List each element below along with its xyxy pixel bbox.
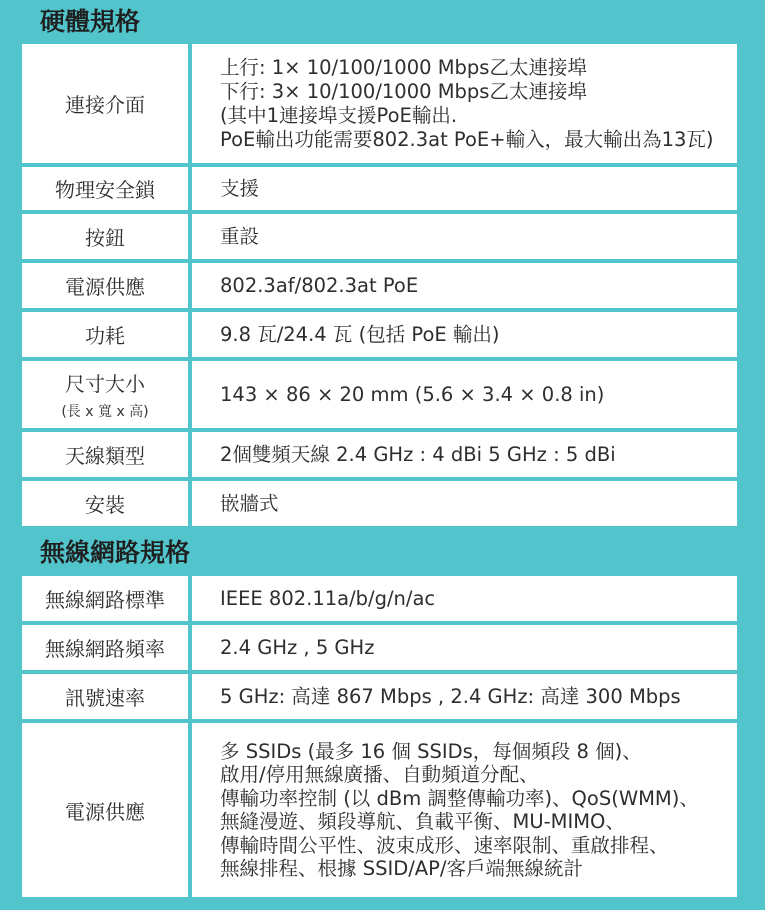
row-label: 功耗 [22, 312, 188, 357]
hardware-row-dimensions [22, 361, 737, 428]
row-value: 143 × 86 × 20 mm (5.6 × 3.4 × 0.8 in) [192, 361, 737, 428]
hardware-row-button [22, 214, 737, 259]
row-value: 802.3af/802.3at PoE [192, 263, 737, 308]
wireless-section-title: 無線網路規格 [40, 538, 191, 567]
row-label: 無線網路標準 [22, 576, 188, 621]
wireless-row-standard [22, 576, 737, 621]
wireless-row-signal-rate [22, 674, 737, 719]
row-value: 2.4 GHz , 5 GHz [192, 625, 737, 670]
row-label: 無線網路頻率 [22, 625, 188, 670]
hardware-row-security-lock [22, 167, 737, 210]
wireless-row-frequency [22, 625, 737, 670]
row-value: 重設 [192, 214, 737, 259]
row-value: 支援 [192, 167, 737, 210]
row-label: 物理安全鎖 [22, 167, 188, 210]
row-value: 9.8 瓦/24.4 瓦 (包括 PoE 輸出) [192, 312, 737, 357]
row-label: 電源供應 [22, 263, 188, 308]
row-value: 嵌牆式 [192, 481, 737, 526]
hardware-row-power-consumption [22, 312, 737, 357]
wireless-row-features [22, 723, 737, 897]
row-label: 天線類型 [22, 432, 188, 477]
row-label: 訊號速率 [22, 674, 188, 719]
row-value: 2個雙頻天線 2.4 GHz : 4 dBi 5 GHz : 5 dBi [192, 432, 737, 477]
row-value: 上行: 1× 10/100/1000 Mbps乙太連接埠 下行: 3× 10/100/1000 Mbps乙太連接埠 (其中1連接埠支援PoE輸出. PoE輸出功能需要802.3at PoE+輸入，最大輸出為13瓦) [192, 44, 737, 163]
row-value: 多 SSIDs (最多 16 個 SSIDs，每個頻段 8 個)、 啟用/停用無線廣播、自動頻道分配、 傳輸功率控制 (以 dBm 調整傳輸功率)、QoS(WMM)、 無縫漫遊、頻段導航、負載平衡、MU-MIMO、 傳輸時間公平性、波束成形、速率限制、重啟排程、 無線排程、根據 SSID/AP/客戶端無線統計 [192, 723, 737, 897]
hardware-row-antenna [22, 432, 737, 477]
hardware-row-mounting [22, 481, 737, 526]
row-value: IEEE 802.11a/b/g/n/ac [192, 576, 737, 621]
row-label: 尺寸大小 (長 x 寬 x 高) [22, 361, 188, 428]
row-sublabel: (長 x 寬 x 高) [61, 404, 149, 420]
hardware-row-interface [22, 44, 737, 163]
row-label: 電源供應 [22, 723, 188, 897]
row-label: 安裝 [22, 481, 188, 526]
hardware-row-power-supply [22, 263, 737, 308]
row-value: 5 GHz: 高達 867 Mbps , 2.4 GHz: 高達 300 Mbps [192, 674, 737, 719]
hardware-section-title: 硬體規格 [40, 7, 141, 36]
row-label: 按鈕 [22, 214, 188, 259]
row-label: 連接介面 [22, 44, 188, 163]
